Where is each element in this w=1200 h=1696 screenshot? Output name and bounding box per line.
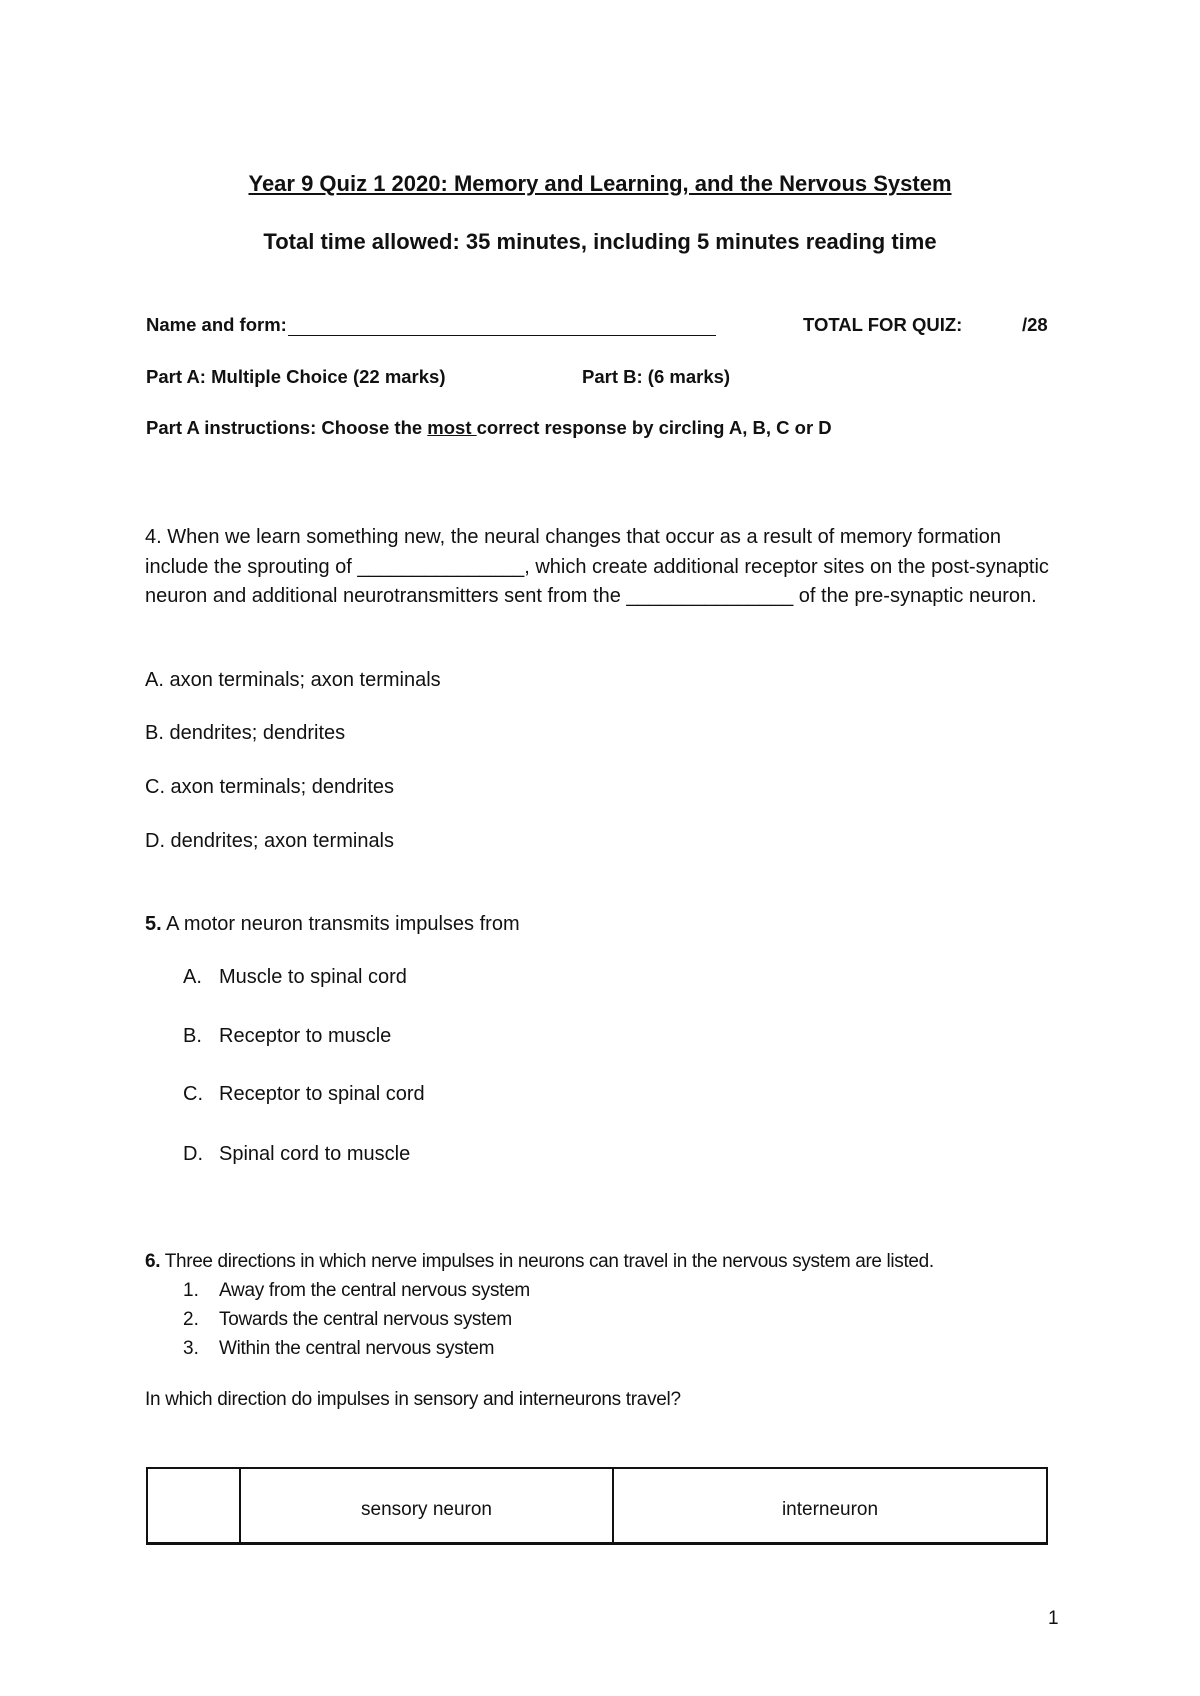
q6-list-text-1: Away from the central nervous system [219, 1280, 530, 1301]
instructions-emphasis: most [427, 417, 477, 438]
q5-option-c-letter[interactable]: C. [183, 1083, 203, 1105]
q5-option-d-letter[interactable]: D. [183, 1143, 203, 1165]
question-6-stem: Three directions in which nerve impulses in neurons can travel in the nervous system are listed. [160, 1251, 934, 1272]
q5-option-a-letter[interactable]: A. [183, 966, 202, 988]
name-form-blank [288, 317, 716, 336]
question-5-text [145, 913, 520, 936]
total-value: /28 [1022, 314, 1048, 335]
q5-option-c-text[interactable]: Receptor to spinal cord [219, 1083, 425, 1105]
question-5-stem: A motor neuron transmits impulses from [161, 913, 520, 935]
part-b-heading: Part B: (6 marks) [582, 366, 731, 387]
q4-option-d[interactable]: D. dendrites; axon terminals [145, 830, 395, 852]
question-6-text [145, 1251, 934, 1273]
q6-list-num-3: 3. [183, 1338, 199, 1359]
table-header-blank [148, 1469, 239, 1542]
q4-option-b[interactable]: B. dendrites; dendrites [145, 722, 346, 744]
name-form-label: Name and form: [146, 314, 287, 335]
table-header-interneuron: interneuron [612, 1469, 1046, 1542]
page-title: Year 9 Quiz 1 2020: Memory and Learning, and the Nervous System [248, 171, 952, 196]
time-allowed: Total time allowed: 35 minutes, including 5 minutes reading time [263, 229, 937, 254]
total-label: TOTAL FOR QUIZ: [803, 314, 963, 335]
q5-option-d-text[interactable]: Spinal cord to muscle [219, 1143, 411, 1165]
q6-list-num-2: 2. [183, 1309, 199, 1330]
question-6-number: 6. [145, 1251, 161, 1272]
q5-option-b-letter[interactable]: B. [183, 1025, 202, 1047]
page-number: 1 [1048, 1608, 1059, 1629]
table-header-sensory: sensory neuron [239, 1469, 612, 1542]
q6-list-text-3: Within the central nervous system [219, 1338, 495, 1359]
instructions-post: correct response by circling A, B, C or D [476, 417, 832, 438]
question-4-text: 4. When we learn something new, the neural changes that occur as a result of memory formation include the sprouting of _______________, which create additional receptor sites on the post-synaptic neuron and additional neurotransmitters sent from the _______________ of the pre-synaptic neuron. [145, 526, 1049, 607]
part-a-heading: Part A: Multiple Choice (22 marks) [146, 366, 446, 387]
q5-option-b-text[interactable]: Receptor to muscle [219, 1025, 392, 1047]
q4-option-a[interactable]: A. axon terminals; axon terminals [145, 669, 441, 691]
name-form-field [146, 314, 716, 336]
instructions-pre: Part A instructions: Choose the [146, 417, 428, 438]
question-6-prompt: In which direction do impulses in sensory and interneurons travel? [145, 1389, 681, 1410]
q6-list-text-2: Towards the central nervous system [219, 1309, 512, 1330]
q4-option-c[interactable]: C. axon terminals; dendrites [145, 776, 395, 798]
part-a-instructions [146, 417, 832, 439]
question-5-number: 5. [145, 913, 162, 935]
direction-table [146, 1467, 1048, 1545]
q5-option-a-text[interactable]: Muscle to spinal cord [219, 966, 407, 988]
q6-list-num-1: 1. [183, 1280, 199, 1301]
